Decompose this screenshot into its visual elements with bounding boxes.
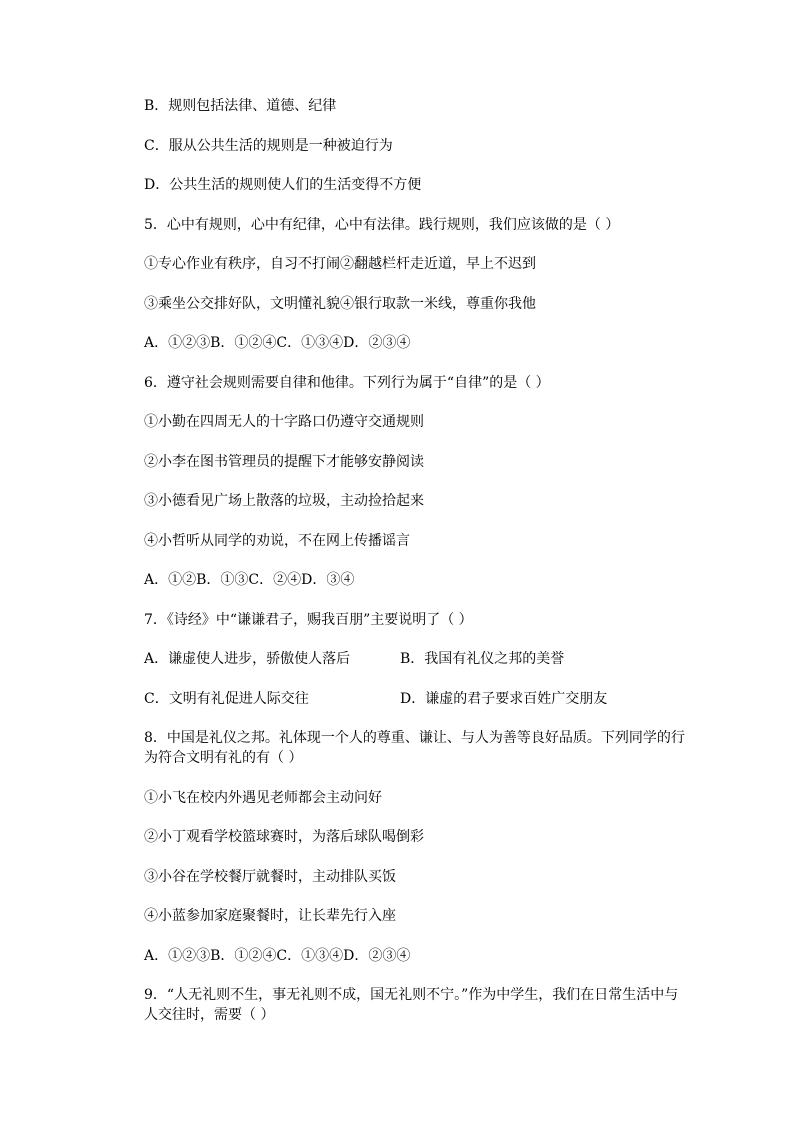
q8-stem-line1: 8．中国是礼仪之邦。礼体现一个人的尊重、谦让、与人为善等良好品质。下列同学的行 (144, 730, 685, 746)
q8-item-2: ②小丁观看学校篮球赛时，为落后球队喝倒彩 (144, 829, 424, 845)
q5-options: A．①②③B．①②④C．①③④D．②③④ (144, 335, 411, 351)
q8-item-4: ④小蓝参加家庭聚餐时，让长辈先行入座 (144, 908, 396, 924)
q8-item-1: ①小飞在校内外遇见老师都会主动问好 (144, 790, 382, 806)
q6-item-2: ②小李在图书管理员的提醒下才能够安静阅读 (144, 454, 424, 470)
q6-options: A．①②B．①③C．②④D．③④ (144, 572, 355, 588)
q4-option-d: D．公共生活的规则使人们的生活变得不方便 (144, 177, 422, 193)
q7-option-b: B．我国有礼仪之邦的美誉 (400, 651, 565, 667)
q8-item-3: ③小谷在学校餐厅就餐时，主动排队买饭 (144, 869, 396, 885)
q4-option-c: C．服从公共生活的规则是一种被迫行为 (144, 138, 393, 154)
q6-item-1: ①小勤在四周无人的十字路口仍遵守交通规则 (144, 414, 424, 430)
q5-items-1-2: ①专心作业有秩序，自习不打闹②翻越栏杆走近道，早上不迟到 (144, 256, 536, 272)
q6-item-4: ④小哲听从同学的劝说，不在网上传播谣言 (144, 533, 410, 549)
q7-stem: 7．《诗经》中“谦谦君子，赐我百朋”主要说明了（ ） (144, 612, 473, 628)
q9-stem-line1: 9．“人无礼则不生，事无礼则不成，国无礼则不宁。”作为中学生，我们在日常生活中与 (144, 987, 679, 1003)
q5-items-3-4: ③乘坐公交排好队，文明懂礼貌④银行取款一米线，尊重你我他 (144, 296, 536, 312)
q9-stem-line2: 人交往时，需要（ ） (144, 1007, 275, 1023)
q6-item-3: ③小德看见广场上散落的垃圾，主动捡拾起来 (144, 493, 424, 509)
q4-option-b: B．规则包括法律、道德、纪律 (144, 98, 337, 114)
q5-stem: 5．心中有规则，心中有纪律，心中有法律。践行规则，我们应该做的是（ ） (144, 217, 620, 233)
q8-stem-line2: 为符合文明有礼的有（ ） (144, 750, 303, 766)
q7-option-d: D．谦虚的君子要求百姓广交朋友 (400, 691, 608, 707)
q7-option-a: A．谦虚使人进步，骄傲使人落后 (144, 651, 351, 667)
q8-options: A．①②③B．①②④C．①③④D．②③④ (144, 948, 411, 964)
q6-stem: 6．遵守社会规则需要自律和他律。下列行为属于“自律”的是（ ） (144, 375, 550, 391)
q7-option-c: C．文明有礼促进人际交往 (144, 691, 309, 707)
